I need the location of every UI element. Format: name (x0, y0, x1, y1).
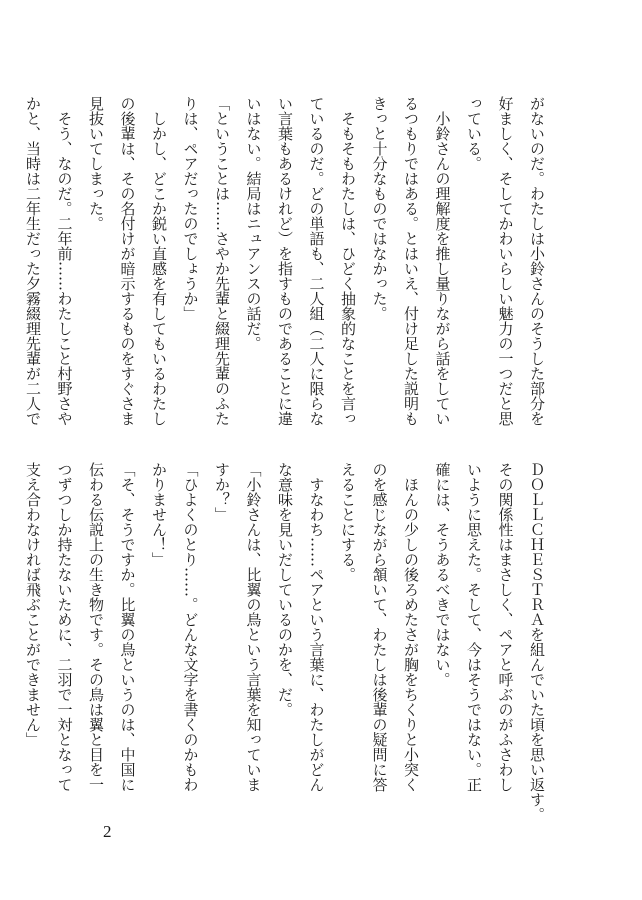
text-line: そう、なのだ。二年前……わたしこと村野さや (55, 96, 74, 426)
text-line: な意味を見いだしているのかを、だ。 (276, 462, 294, 717)
text-line: ＤＯＬＬＣＨＥＳＴＲＡを組んでいた頃を思い返す。 (528, 462, 546, 822)
text-line: かりません！」 (150, 462, 168, 567)
text-line: のを感じながら頷いて、わたしは後輩の疑問に答 (370, 462, 389, 792)
text-line: い言葉もあるけれど）を指すものであることに違 (276, 96, 294, 426)
text-line: 見抜いてしまった。 (87, 96, 105, 231)
text-line: 伝わる伝説上の生き物です。その鳥は翼と目を一 (87, 462, 105, 792)
text-line: すか？」 (213, 462, 231, 522)
text-line: 支え合わなければ飛ぶことができません」 (24, 462, 42, 747)
text-line: ほんの少しの後ろめたさが胸をちくりと小突く (402, 462, 420, 792)
text-line: ているのだ。どの単語も、二人組（二人に限らな (307, 96, 326, 426)
text-line: がないのだ。わたしは小鈴さんのそうした部分を (528, 96, 546, 426)
text-line: 「小鈴さんは、比翼の鳥という言葉を知っていま (244, 462, 263, 792)
text-line: その関係性はまさしく、ペアと呼ぶのがふさわし (496, 462, 515, 792)
text-line: えることにする。 (339, 462, 357, 582)
text-line: すなわち……ペアという言葉に、わたしがどん (307, 462, 326, 792)
text-line: 「そ、そうですか。比翼の鳥というのは、中国に (118, 462, 137, 792)
text-line: 「ということは……さやか先輩と綴理先輩のふた (213, 96, 231, 426)
text-line: りは、ペアだったのでしょうか」 (181, 96, 200, 321)
text-line: 確には、そうあるべきではない。 (433, 462, 452, 687)
text-line: かと、当時は二年生だった夕霧綴理先輩が二人で (24, 96, 42, 426)
text-line: しかし、どこか鋭い直感を有してもいるわたし (150, 96, 168, 426)
text-block-top (17, 96, 553, 436)
text-line: そもそもわたしは、ひどく抽象的なことを言っ (339, 96, 357, 426)
text-line: 「ひよくのとり……。どんな文字を書くのかもわ (181, 462, 200, 792)
text-line: いはない。結局はニュアンスの話だ。 (244, 96, 263, 351)
text-line: の後輩は、その名付けが暗示するものをすぐさま (118, 96, 137, 426)
page-number: 2 (103, 822, 112, 841)
text-line: っている。 (465, 96, 483, 171)
text-line: きっと十分なものではなかった。 (370, 96, 389, 321)
text-line: いように思えた。そして、今はそうではない。正 (465, 462, 483, 792)
text-line: つずつしか持たないために、二羽で一対となって (55, 462, 74, 792)
text-line: るつもりではある。とはいえ、付け足した説明も (402, 96, 420, 426)
text-line: 小鈴さんの理解度を推し量りながら話をしてい (433, 96, 452, 426)
text-line: 好ましく、そしてかわいらしい魅力の一つだと思 (496, 96, 515, 426)
text-block-bottom (17, 462, 553, 822)
